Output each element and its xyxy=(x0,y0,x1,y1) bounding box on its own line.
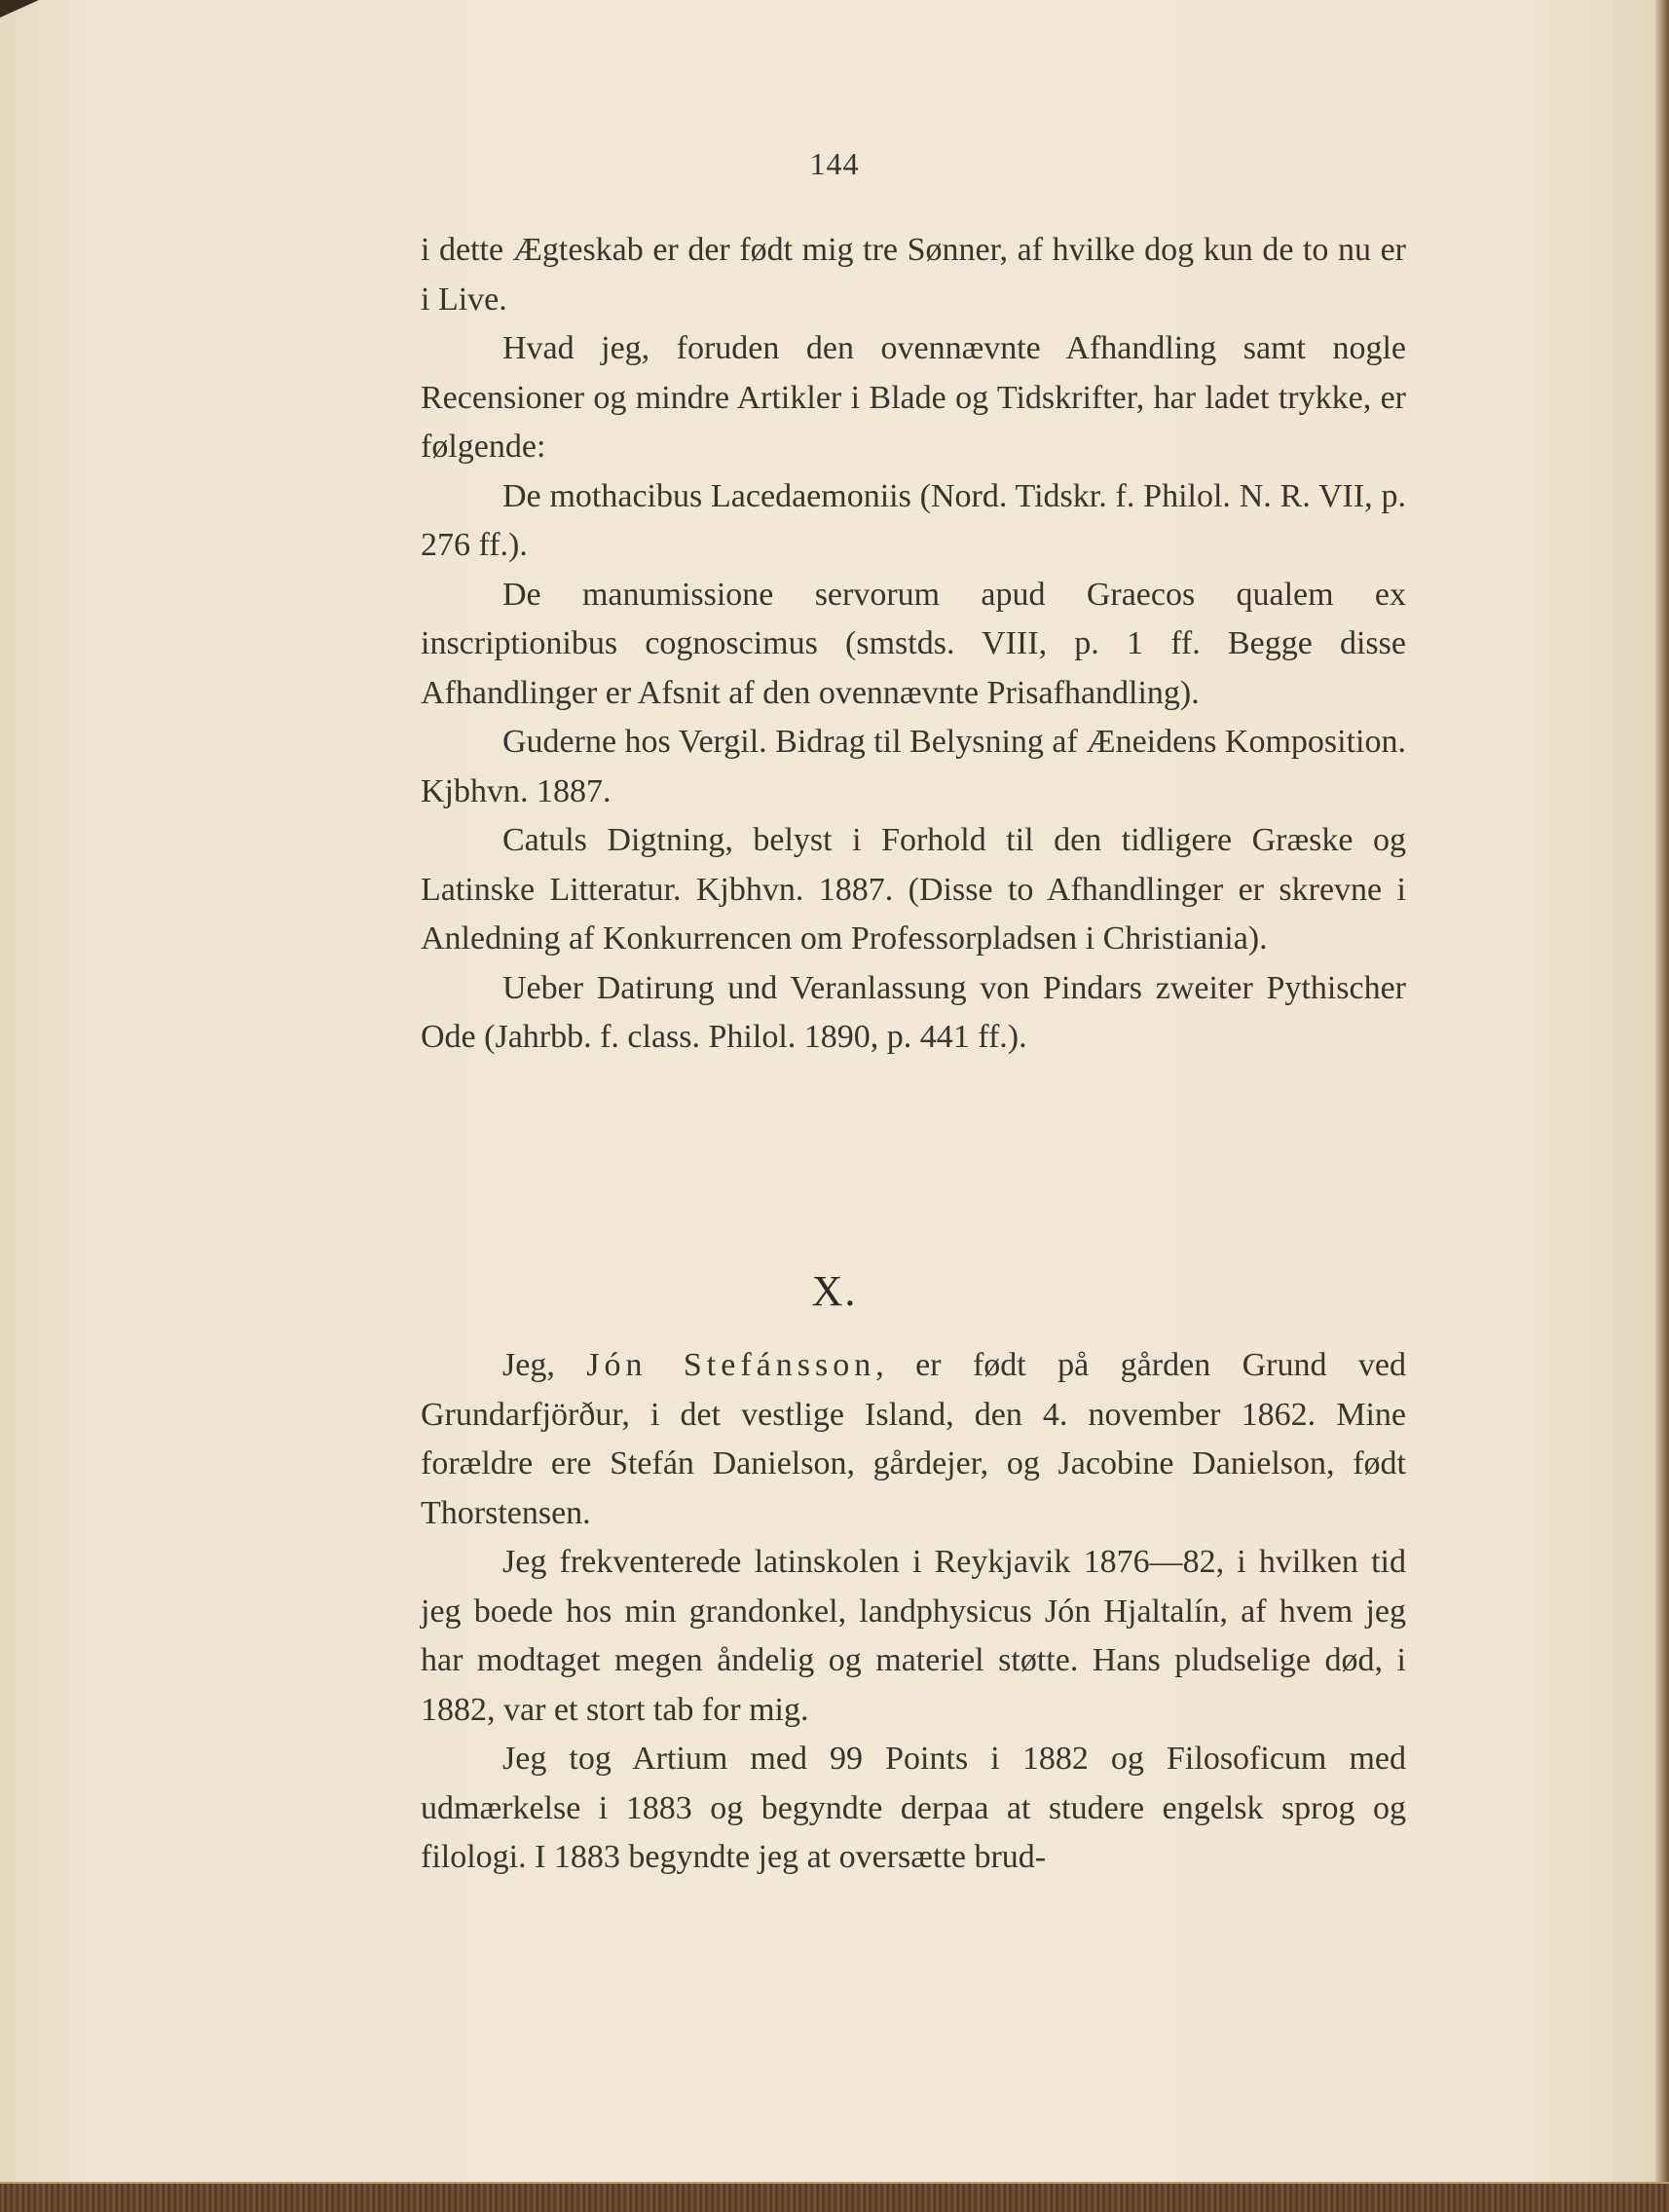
section-2-text xyxy=(421,1341,1406,1883)
paragraph: Jeg frekventerede latinskolen i Reykjavik 1876—82, i hvilken tid jeg boede hos min grandonkel, landphysicus Jón Hjaltalín, af hvem jeg har modtaget megen åndelig og materiel støtte. Hans pludselige død, i 1882, var et stort tab for mig. xyxy=(421,1544,1406,1728)
bibliography-entry: De manumissione servorum apud Graecos qualem ex inscriptionibus cognoscimus (smstds. VIII, p. 1 ff. Begge disse Afhandlinger er Afsnit af den ovennævnte Prisafhandling). xyxy=(421,576,1406,711)
paragraph: i dette Ægteskab er der født mig tre Sønner, af hvilke dog kun de to nu er i Live. xyxy=(421,232,1406,318)
section-heading: X. xyxy=(811,1267,858,1315)
paragraph: Hvad jeg, foruden den ovennævnte Afhandling samt nogle Recensioner og mindre Artikler i Blade og Tidskrifter, har ladet trykke, er følgende: xyxy=(421,330,1406,465)
book-spine-edge xyxy=(1655,0,1669,2212)
section-1-text xyxy=(421,226,1406,1063)
bibliography-entry: Catuls Digtning, belyst i Forhold til den tidligere Græske og Latinske Litteratur. Kjbhvn. 1887. (Disse to Afhandlinger er skrevne i Anledning af Konkurrencen om Professorpladsen i Christiania). xyxy=(421,822,1406,956)
page-number: 144 xyxy=(809,146,860,181)
bibliography-entry: Guderne hos Vergil. Bidrag til Belysning af Æneidens Komposition. Kjbhvn. 1887. xyxy=(421,724,1406,809)
bibliography-entry: Ueber Datirung und Veranlassung von Pindars zweiter Pythischer Ode (Jahrbb. f. class. Philol. 1890, p. 441 ff.). xyxy=(421,969,1406,1055)
author-name: Jón Stefánsson xyxy=(586,1347,876,1383)
paragraph-rest: , er født på gården Grund ved Grundarfjörður, i det vestlige Island, den 4. november 1862. Mine forældre ere Stefán Danielson, gårdejer, og Jacobine Danielson, født Thorstensen. xyxy=(421,1347,1406,1531)
paragraph-lead: Jeg, xyxy=(502,1347,587,1383)
paragraph: Jeg tog Artium med 99 Points i 1882 og Filosoficum med udmærkelse i 1883 og begyndte derpaa at studere engelsk sprog og filologi. I 1883 begyndte jeg at oversætte brud- xyxy=(421,1741,1406,1875)
page-corner-shadow xyxy=(0,0,39,18)
paragraph xyxy=(421,1341,1406,1538)
bibliography-entry: De mothacibus Lacedaemoniis (Nord. Tidskr. f. Philol. N. R. VII, p. 276 ff.). xyxy=(421,477,1406,563)
book-cover-edge xyxy=(0,2182,1669,2212)
